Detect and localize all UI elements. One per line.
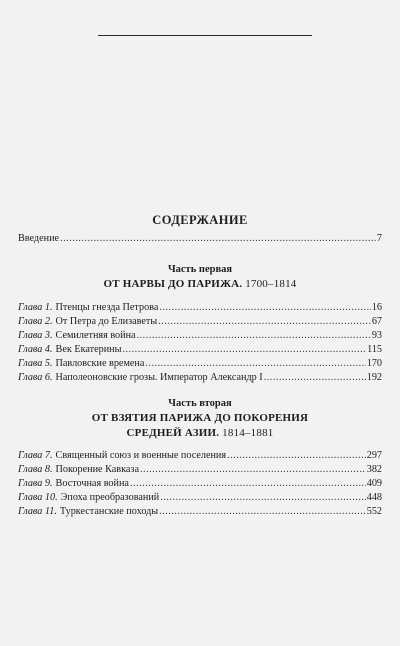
toc-entry-intro xyxy=(18,233,382,246)
part-2-label: Часть вторая xyxy=(168,398,232,409)
chapter-number: Глава 7. xyxy=(18,450,53,461)
toc-entry-chapter-5 xyxy=(18,358,382,371)
chapter-number: Глава 11. xyxy=(18,506,57,517)
dot-leader xyxy=(60,233,376,244)
dot-leader xyxy=(159,506,366,517)
chapter-page: 192 xyxy=(366,372,382,383)
chapter-title: От Петра до Елизаветы xyxy=(55,316,158,327)
chapter-page: 16 xyxy=(371,302,382,313)
chapter-title: Павловские времена xyxy=(55,358,145,369)
chapter-page: 93 xyxy=(371,330,382,341)
chapter-page: 297 xyxy=(366,450,382,461)
chapter-page: 552 xyxy=(366,506,382,517)
dot-leader xyxy=(158,316,371,327)
dot-leader xyxy=(137,330,371,341)
dot-leader xyxy=(160,492,365,503)
toc-entry-chapter-7 xyxy=(18,450,382,463)
part-2-title-line-1: ОТ ВЗЯТИЯ ПАРИЖА ДО ПОКОРЕНИЯ xyxy=(91,412,309,424)
dot-leader xyxy=(264,372,366,383)
toc-entry-chapter-11 xyxy=(18,506,382,519)
toc-entry-chapter-4 xyxy=(18,344,382,357)
chapter-number: Глава 6. xyxy=(18,372,53,383)
toc-entry-chapter-1 xyxy=(18,302,382,315)
dot-leader xyxy=(122,344,366,355)
chapter-title: Покорение Кавказа xyxy=(55,464,139,475)
toc-title: СОДЕРЖАНИЕ xyxy=(152,213,248,227)
chapter-title: Священный союз и военные поселения xyxy=(55,450,227,461)
chapter-page: 115 xyxy=(367,344,382,355)
chapter-number: Глава 9. xyxy=(18,478,53,489)
part-1-title xyxy=(0,278,400,290)
chapter-title: Птенцы гнезда Петрова xyxy=(55,302,159,313)
toc-entry-chapter-2 xyxy=(18,316,382,329)
toc-entry-chapter-3 xyxy=(18,330,382,343)
dot-leader xyxy=(140,464,366,475)
part-1-title-text: ОТ НАРВЫ ДО ПАРИЖА. xyxy=(103,278,243,290)
chapter-number: Глава 4. xyxy=(18,344,53,355)
chapter-title: Семилетняя война xyxy=(55,330,136,341)
dot-leader xyxy=(145,358,365,369)
part-2-years: 1814–1881 xyxy=(222,427,274,439)
chapter-number: Глава 3. xyxy=(18,330,53,341)
chapter-title: Туркестанские походы xyxy=(59,506,159,517)
part-1-label: Часть первая xyxy=(167,264,233,275)
top-rule xyxy=(98,35,312,36)
chapter-page: 67 xyxy=(371,316,382,327)
toc-entry-chapter-8 xyxy=(18,464,382,477)
entry-title: Введение xyxy=(18,233,60,244)
chapter-title: Наполеоновские грозы. Император Александр I xyxy=(55,372,263,383)
chapter-number: Глава 8. xyxy=(18,464,53,475)
chapter-title: Век Екатерины xyxy=(55,344,122,355)
part-2-title-text: СРЕДНЕЙ АЗИИ. xyxy=(126,427,220,439)
chapter-number: Глава 10. xyxy=(18,492,58,503)
chapter-number: Глава 2. xyxy=(18,316,53,327)
chapter-page: 448 xyxy=(366,492,382,503)
dot-leader xyxy=(227,450,366,461)
chapter-number: Глава 5. xyxy=(18,358,53,369)
entry-page: 7 xyxy=(376,233,382,244)
chapter-title: Восточная война xyxy=(55,478,129,489)
toc-entry-chapter-6 xyxy=(18,372,382,385)
chapter-number: Глава 1. xyxy=(18,302,53,313)
part-1-years: 1700–1814 xyxy=(245,278,297,290)
chapter-page: 382 xyxy=(366,464,382,475)
chapter-page: 170 xyxy=(366,358,382,369)
dot-leader xyxy=(159,302,370,313)
part-2-title-line-2 xyxy=(0,427,400,439)
toc-entry-chapter-9 xyxy=(18,478,382,491)
toc-entry-chapter-10 xyxy=(18,492,382,505)
chapter-page: 409 xyxy=(366,478,382,489)
chapter-title: Эпоха преобразований xyxy=(60,492,160,503)
dot-leader xyxy=(130,478,366,489)
